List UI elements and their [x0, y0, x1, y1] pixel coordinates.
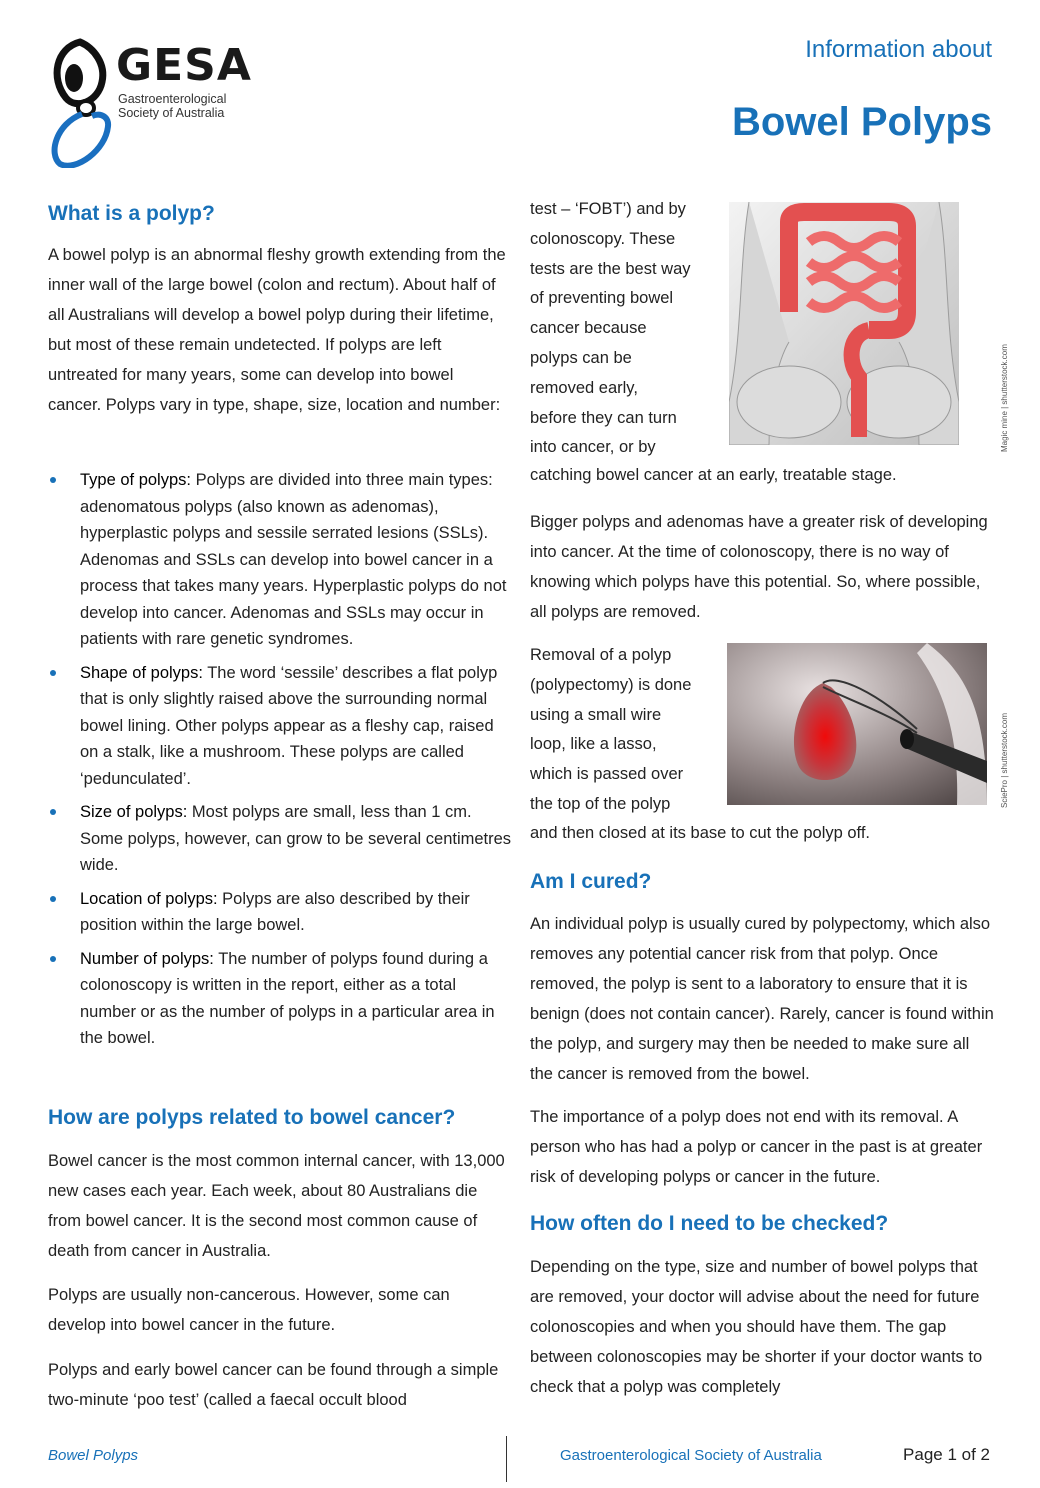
polypectomy-image — [727, 643, 987, 805]
paragraph-what-is-a-polyp: A bowel polyp is an abnormal fleshy growth extending from the inner wall of the large bowel (colon and rectum). About half of all Australians will develop a bowel polyp during their lifetime, but most of these remain undetected. If polyps are left untreated for many years, some can develop into bowel cancer. Polyps vary in type, shape, size, location and number: — [48, 246, 506, 414]
paragraph-bowel-cancer-stats: Bowel cancer is the most common internal cancer, with 13,000 new cases each year. Each week, about 80 Australians die from bowel cancer. It is the second most common cause of death from cancer in Australia. — [48, 1152, 505, 1260]
text-line: before they can turn — [530, 408, 677, 427]
text-line: polyps can be — [530, 348, 632, 367]
heading-polyps-and-cancer: How are polyps related to bowel cancer? — [48, 1106, 456, 1129]
list-item-text: The number of polyps found during a colonoscopy is written in the report, either as a total number or as the number of polyps in a particular area in the bowel. — [80, 949, 495, 1047]
text-line: cancer because — [530, 319, 647, 338]
text-line: tests are the best way — [530, 259, 691, 278]
text-line: the top of the polyp — [530, 794, 671, 813]
paragraph-how-often: Depending on the type, size and number of bowel polyps that are removed, your doctor will advise about the need for future colonoscopies and when you should have them. The gap between colonoscopies may be shorter if your doctor wants to check that a polyp was completely — [530, 1258, 983, 1396]
list-item — [48, 946, 514, 1052]
footer-organisation: Gastroenterological Society of Australia — [560, 1447, 822, 1464]
list-item-text: Polyps are also described by their position within the large bowel. — [80, 889, 470, 934]
gesa-logo-mark — [46, 38, 118, 168]
bullet-dot — [50, 956, 56, 962]
paragraph-cured: An individual polyp is usually cured by polypectomy, which also removes any potential cancer risk from that polyp. Once removed, the polyp is sent to a laboratory to ensure that it is benign (does not contain cancer). Rarely, cancer is found within the polyp, and surgery may then be needed to make sure all the cancer is removed from the bowel. — [530, 915, 994, 1083]
bullet-dot — [50, 809, 56, 815]
list-item — [48, 660, 514, 793]
text-line: removed early, — [530, 378, 638, 397]
logo-subtitle-line-2: Society of Australia — [118, 106, 225, 120]
list-item-term: Type of polyps: — [80, 471, 191, 489]
list-item — [48, 799, 514, 879]
heading-how-often-checked: How often do I need to be checked? — [530, 1212, 889, 1235]
text-line: of preventing bowel — [530, 289, 674, 308]
text-line: and then closed at its base to cut the polyp off. — [530, 824, 871, 842]
image-credit: SciePro | shutterstock.com — [1000, 713, 1009, 808]
page-number: Page 1 of 2 — [903, 1445, 990, 1464]
heading-what-is-a-polyp: What is a polyp? — [48, 202, 215, 225]
footer-document-name: Bowel Polyps — [48, 1447, 139, 1464]
bullet-dot — [50, 477, 56, 483]
text-wrap-fobt — [530, 195, 720, 463]
footer-divider — [506, 1436, 507, 1482]
list-item — [48, 886, 514, 939]
image-credit: Magic mine | shutterstock.com — [1000, 344, 1009, 452]
text-line: loop, like a lasso, — [530, 735, 657, 754]
text-wrap-polypectomy — [530, 641, 720, 820]
list-item-term: Location of polyps: — [80, 889, 218, 908]
page-title: Bowel Polyps — [731, 100, 992, 144]
heading-am-i-cured: Am I cured? — [530, 870, 652, 893]
text-line: Removal of a polyp — [530, 646, 672, 664]
list-item-text: The word ‘sessile’ describes a flat polyp that is only slightly raised above the surrounding normal bowel lining. Other polyps appear as a fleshy cap, raised on a stalk, like a mushroom. These polyps are called ‘pedunculated’. — [80, 663, 498, 788]
paragraph-poo-test: Polyps and early bowel cancer can be found through a simple two-minute ‘poo test’ (called a faecal occult blood — [48, 1361, 499, 1409]
text-line: into cancer, or by — [530, 438, 656, 457]
text-line: catching bowel cancer at an early, treatable stage. — [530, 466, 897, 484]
logo-subtitle-line-1: Gastroenterological — [118, 92, 227, 106]
list-item-term: Size of polyps: — [80, 803, 188, 821]
bowel-anatomy-image — [729, 202, 959, 445]
bullet-dot — [50, 896, 56, 902]
list-item-term: Number of polyps: — [80, 949, 214, 968]
paragraph-polyps-non-cancerous: Polyps are usually non-cancerous. However, some can develop into bowel cancer in the future. — [48, 1286, 450, 1334]
logo-wordmark: GESA — [116, 40, 252, 91]
paragraph-importance: The importance of a polyp does not end with its removal. A person who has had a polyp or cancer in the past is at greater risk of developing polyps or cancer in the future. — [530, 1108, 983, 1186]
paragraph-bigger-polyps: Bigger polyps and adenomas have a greater risk of developing into cancer. At the time of colonoscopy, there is no way of knowing which polyps have this potential. So, where possible, all polyps are removed. — [530, 513, 988, 621]
polyp-characteristics-list — [48, 467, 514, 1059]
text-line: (polypectomy) is done — [530, 675, 692, 694]
text-line: which is passed over — [530, 765, 684, 784]
bullet-dot — [50, 670, 56, 676]
text-line: test – ‘FOBT’) and by — [530, 200, 686, 218]
list-item — [48, 467, 514, 653]
list-item-term: Shape of polyps: — [80, 663, 203, 682]
list-item-text: Polyps are divided into three main types: adenomatous polyps (also known as adenomas), hyperplastic polyps and sessile serrated lesions (SSLs). Adenomas and SSLs can develop into bowel cancer in a process that takes many years. Hyperplastic polyps do not develop into cancer. Adenomas and SSLs may occur in patients with rare genetic syndromes. — [80, 471, 507, 648]
header-kicker: Information about — [805, 36, 992, 63]
text-line: using a small wire — [530, 705, 662, 724]
list-item-text: Most polyps are small, less than 1 cm. Some polyps, however, can grow to be several centimetres wide. — [80, 803, 512, 874]
text-line: colonoscopy. These — [530, 229, 676, 248]
